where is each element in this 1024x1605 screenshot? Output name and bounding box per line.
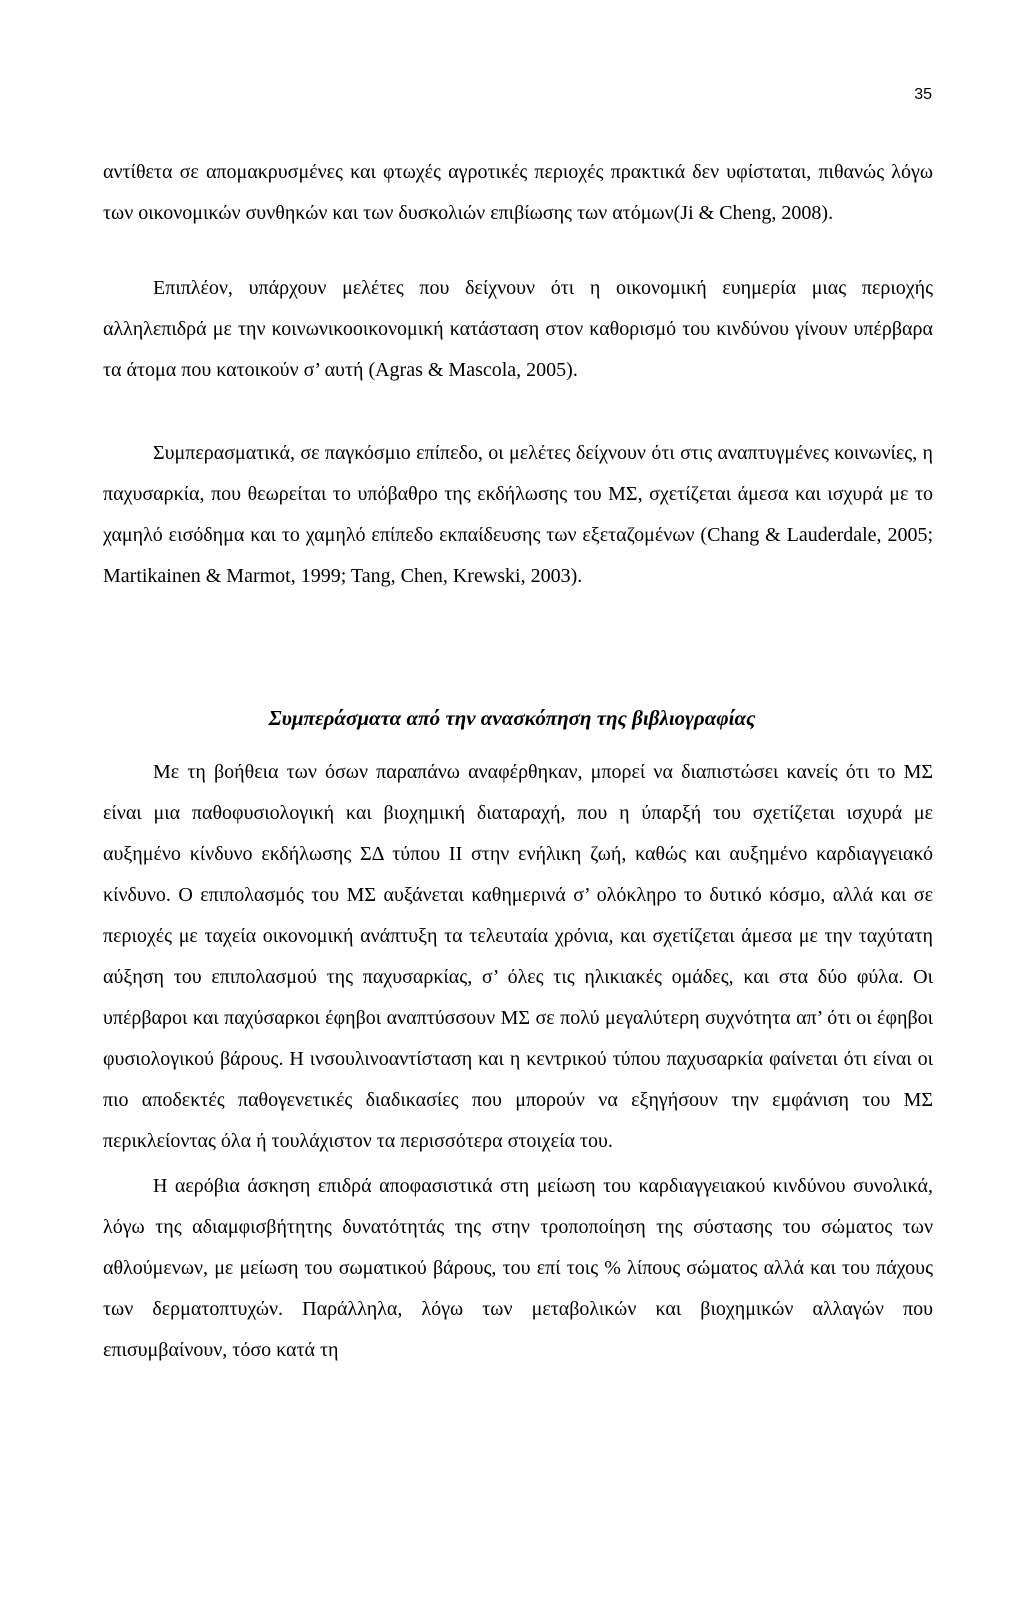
- section-paragraph-1: Με τη βοήθεια των όσων παραπάνω αναφέρθηκαν, μπορεί να διαπιστώσει κανείς ότι το ΜΣ είναι μια παθοφυσιολογική και βιοχημική διαταραχή, που η ύπαρξή του σχετίζεται ισχυρά με αυξημένο κίνδυνο εκδήλωσης ΣΔ τύπου II στην ενήλικη ζωή, καθώς και αυξημένο καρδιαγγειακό κίνδυνο. Ο επιπολασμός του ΜΣ αυξάνεται καθημερινά σ’ ολόκληρο το δυτικό κόσμο, αλλά και σε περιοχές με ταχεία οικονομική ανάπτυξη τα τελευταία χρόνια, και σχετίζεται άμεσα με την ταχύτατη αύξηση του επιπολασμού της παχυσαρκίας, σ’ όλες τις ηλικιακές ομάδες, και στα δύο φύλα. Οι υπέρβαροι και παχύσαρκοι έφηβοι αναπτύσσουν ΜΣ σε πολύ μεγαλύτερη συχνότητα απ’ ότι οι έφηβοι φυσιολογικού βάρους. Η ινσουλινοαντίσταση και η κεντρικού τύπου παχυσαρκία φαίνεται ότι είναι οι πιο αποδεκτές παθογενετικές διαδικασίες που μπορούν να εξηγήσουν την εμφάνιση του ΜΣ περικλείοντας όλα ή τουλάχιστον τα περισσότερα στοιχεία του.: [103, 761, 933, 1152]
- paragraph-3: Συμπερασματικά, σε παγκόσμιο επίπεδο, οι μελέτες δείχνουν ότι στις αναπτυγμένες κοινωνίες, η παχυσαρκία, που θεωρείται το υπόβαθρο της εκδήλωσης του ΜΣ, σχετίζεται άμεσα και ισχυρά με το χαμηλό εισόδημα και το χαμηλό επίπεδο εκπαίδευσης των εξεταζομένων (Chang & Lauderdale, 2005; Martikainen & Marmot, 1999; Tang, Chen, Krewski, 2003).: [103, 442, 933, 587]
- paragraph-1: αντίθετα σε απομακρυσμένες και φτωχές αγροτικές περιοχές πρακτικά δεν υφίσταται, πιθανώς λόγω των οικονομικών συνθηκών και των δυσκολιών επιβίωσης των ατόμων(Ji & Cheng, 2008).: [103, 161, 933, 224]
- section-body: [103, 752, 933, 1371]
- paragraph-continuation: [103, 152, 933, 234]
- page-number: 35: [914, 86, 932, 103]
- section-paragraph-2: Η αερόβια άσκηση επιδρά αποφασιστικά στη μείωση του καρδιαγγειακού κινδύνου συνολικά, λόγω της αδιαμφισβήτητης δυνατότητάς της στην τροποποίηση της σύστασης του σώματος των αθλούμενων, με μείωση του σωματικού βάρους, του επί τοις % λίπους σώματος αλλά και του πάχους των δερματοπτυχών. Παράλληλα, λόγω των μεταβολικών και βιοχημικών αλλαγών που επισυμβαίνουν, τόσο κατά τη: [103, 1175, 933, 1361]
- paragraph-economic-wellbeing: [103, 268, 933, 391]
- paragraph-conclusions: [103, 433, 933, 597]
- section-heading: Συμπεράσματα από την ανασκόπηση της βιβλιογραφίας: [268, 706, 756, 730]
- paragraph-2: Επιπλέον, υπάρχουν μελέτες που δείχνουν ότι η οικονομική ευημερία μιας περιοχής αλληλεπιδρά με την κοινωνικοοικονομική κατάσταση στον καθορισμό του κινδύνου γίνουν υπέρβαρα τα άτομα που κατοικούν σ’ αυτή (Agras & Mascola, 2005).: [103, 277, 933, 381]
